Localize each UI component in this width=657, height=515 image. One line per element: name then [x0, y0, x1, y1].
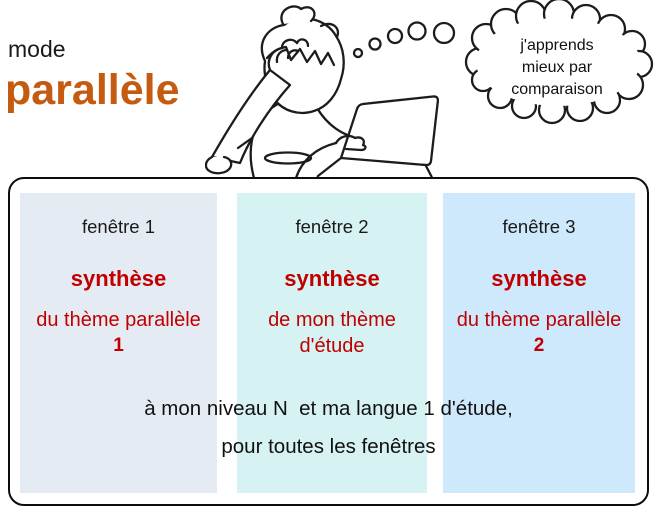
thought-dots	[354, 23, 454, 58]
window-1-heading: synthèse	[70, 266, 167, 291]
title-mode: mode	[8, 36, 66, 62]
person-at-laptop-illustration	[205, 0, 458, 184]
window-1-line1: du thème parallèle	[36, 309, 201, 331]
thought-bubble-line-2: mieux par	[521, 59, 593, 76]
thought-bubble-line-3: comparaison	[511, 81, 603, 98]
window-1-label: fenêtre 1	[81, 216, 156, 237]
laptop-icon	[318, 96, 438, 179]
window-2-heading: synthèse	[284, 266, 380, 291]
window-3-heading: synthèse	[491, 266, 587, 291]
window-2-label: fenêtre 2	[295, 216, 369, 237]
title-parallele: parallèle	[5, 66, 180, 114]
window-3-line1: du thème parallèle	[456, 309, 622, 331]
window-3-label: fenêtre 3	[502, 216, 576, 237]
window-3-line2: 2	[533, 335, 545, 356]
window-2-line2: d'étude	[299, 335, 365, 357]
footer-line-1: à mon niveau N et ma langue 1 d'étude,	[144, 397, 513, 420]
thought-bubble-line-1: j'apprends	[520, 37, 594, 54]
window-1-line2: 1	[113, 335, 124, 356]
thought-cloud	[448, 0, 657, 135]
window-2-line1: de mon thème	[268, 309, 396, 331]
footer-line-2: pour toutes les fenêtres	[221, 435, 436, 458]
